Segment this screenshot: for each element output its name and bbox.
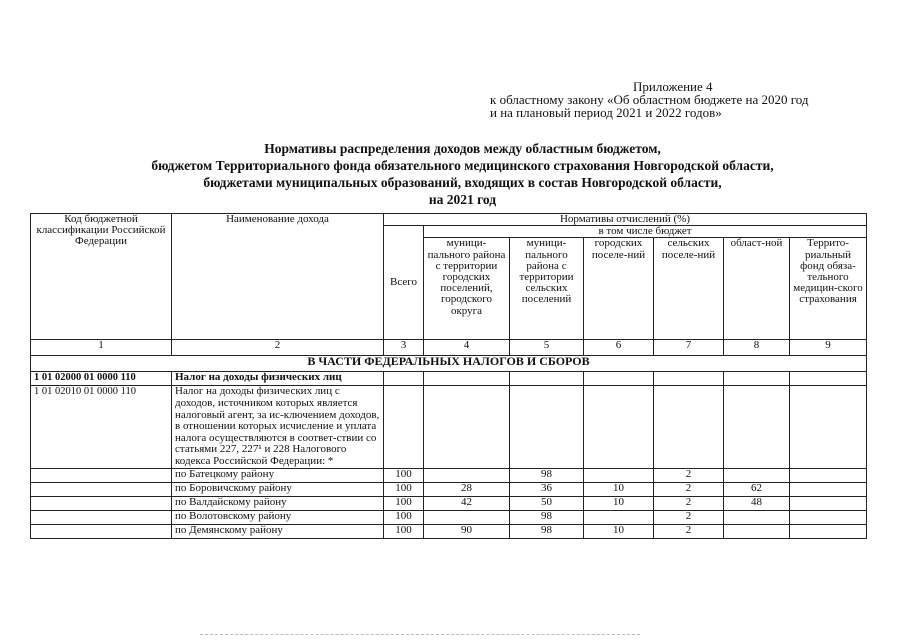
header-col5: муници-пального района с территории сельских поселений — [510, 238, 584, 340]
tax-item-name: Налог на доходы физических лиц с доходов, источником которых является налоговый агент, за ис-ключением доходов, в отношении которых исчисление и уплата налога осуществляются в соответ-ствии со статьями 227, 227¹ и 228 Налогового кодекса Российской Федерации: * — [172, 386, 384, 468]
value-col7: 2 — [654, 482, 724, 496]
column-number: 7 — [654, 340, 724, 356]
table-row — [31, 524, 867, 538]
value-col7: 2 — [654, 496, 724, 510]
value-col7: 2 — [654, 510, 724, 524]
tax-group-name: Налог на доходы физических лиц — [172, 372, 384, 386]
value-total: 100 — [384, 524, 424, 538]
value-col8: 62 — [724, 482, 790, 496]
column-number: 8 — [724, 340, 790, 356]
value-col5: 36 — [510, 482, 584, 496]
norms-table — [30, 213, 867, 539]
value-col9 — [790, 482, 867, 496]
header-including: в том числе бюджет — [424, 226, 867, 238]
district-name: по Валдайскому району — [172, 496, 384, 510]
value-col5: 50 — [510, 496, 584, 510]
value-col8 — [724, 524, 790, 538]
header-norms: Нормативы отчислений (%) — [384, 214, 867, 226]
district-name: по Боровичскому району — [172, 482, 384, 496]
table-row — [31, 496, 867, 510]
district-name: по Демянскому району — [172, 524, 384, 538]
district-name: по Волотовскому району — [172, 510, 384, 524]
value-col4: 90 — [424, 524, 510, 538]
column-number: 1 — [31, 340, 172, 356]
value-col4: 42 — [424, 496, 510, 510]
column-number: 9 — [790, 340, 867, 356]
value-col6 — [584, 468, 654, 482]
header-code: Код бюджетной классификации Российской Федерации — [31, 214, 172, 340]
header-col7: сельских поселе-ний — [654, 238, 724, 340]
title-line: бюджетом Территориального фонда обязательного медицинского страхования Новгородской области, — [151, 158, 774, 173]
column-number: 4 — [424, 340, 510, 356]
value-col4 — [424, 510, 510, 524]
column-numbers-row — [31, 340, 867, 356]
value-col7: 2 — [654, 468, 724, 482]
column-number: 2 — [172, 340, 384, 356]
document-title — [60, 140, 865, 208]
scan-artifact-line — [200, 634, 640, 636]
appendix-law-line: к областному закону «Об областном бюджете на 2020 год — [490, 92, 809, 107]
column-number: 5 — [510, 340, 584, 356]
value-col9 — [790, 510, 867, 524]
tax-group-code: 1 01 02000 01 0000 110 — [31, 372, 172, 386]
tax-item-code: 1 01 02010 01 0000 110 — [31, 386, 172, 468]
district-name: по Батецкому району — [172, 468, 384, 482]
value-col9 — [790, 524, 867, 538]
value-col6: 10 — [584, 496, 654, 510]
header-col4: муници-пального района с территории городских поселений, городского округа — [424, 238, 510, 340]
title-line: на 2021 год — [428, 192, 497, 207]
header-total: Всего — [384, 226, 424, 340]
column-number: 6 — [584, 340, 654, 356]
header-col9: Террито-риальный фонд обяза-тельного медицин-ского страхования — [790, 238, 867, 340]
value-total: 100 — [384, 510, 424, 524]
value-col5: 98 — [510, 524, 584, 538]
value-col4 — [424, 468, 510, 482]
tax-item-row — [31, 386, 867, 468]
value-col4: 28 — [424, 482, 510, 496]
title-line: Нормативы распределения доходов между областным бюджетом, — [264, 141, 661, 156]
value-col6: 10 — [584, 524, 654, 538]
header-col8: област-ной — [724, 238, 790, 340]
value-col7: 2 — [654, 524, 724, 538]
table-row — [31, 482, 867, 496]
table-row — [31, 510, 867, 524]
section-heading: В ЧАСТИ ФЕДЕРАЛЬНЫХ НАЛОГОВ И СБОРОВ — [31, 356, 867, 372]
header-name: Наименование дохода — [172, 214, 384, 340]
value-col8 — [724, 468, 790, 482]
appendix-number: Приложение 4 — [633, 79, 713, 94]
table-row — [31, 468, 867, 482]
column-number: 3 — [384, 340, 424, 356]
header-col6: городских поселе-ний — [584, 238, 654, 340]
section-row — [31, 356, 867, 372]
tax-group-row — [31, 372, 867, 386]
value-col6 — [584, 510, 654, 524]
value-total: 100 — [384, 496, 424, 510]
value-total: 100 — [384, 468, 424, 482]
appendix-reference — [490, 80, 885, 119]
value-col5: 98 — [510, 510, 584, 524]
value-total: 100 — [384, 482, 424, 496]
appendix-period-line: и на плановый период 2021 и 2022 годов» — [490, 105, 722, 120]
title-line: бюджетами муниципальных образований, входящих в состав Новгородской области, — [203, 175, 722, 190]
value-col9 — [790, 468, 867, 482]
value-col8: 48 — [724, 496, 790, 510]
value-col8 — [724, 510, 790, 524]
value-col6: 10 — [584, 482, 654, 496]
value-col5: 98 — [510, 468, 584, 482]
value-col9 — [790, 496, 867, 510]
